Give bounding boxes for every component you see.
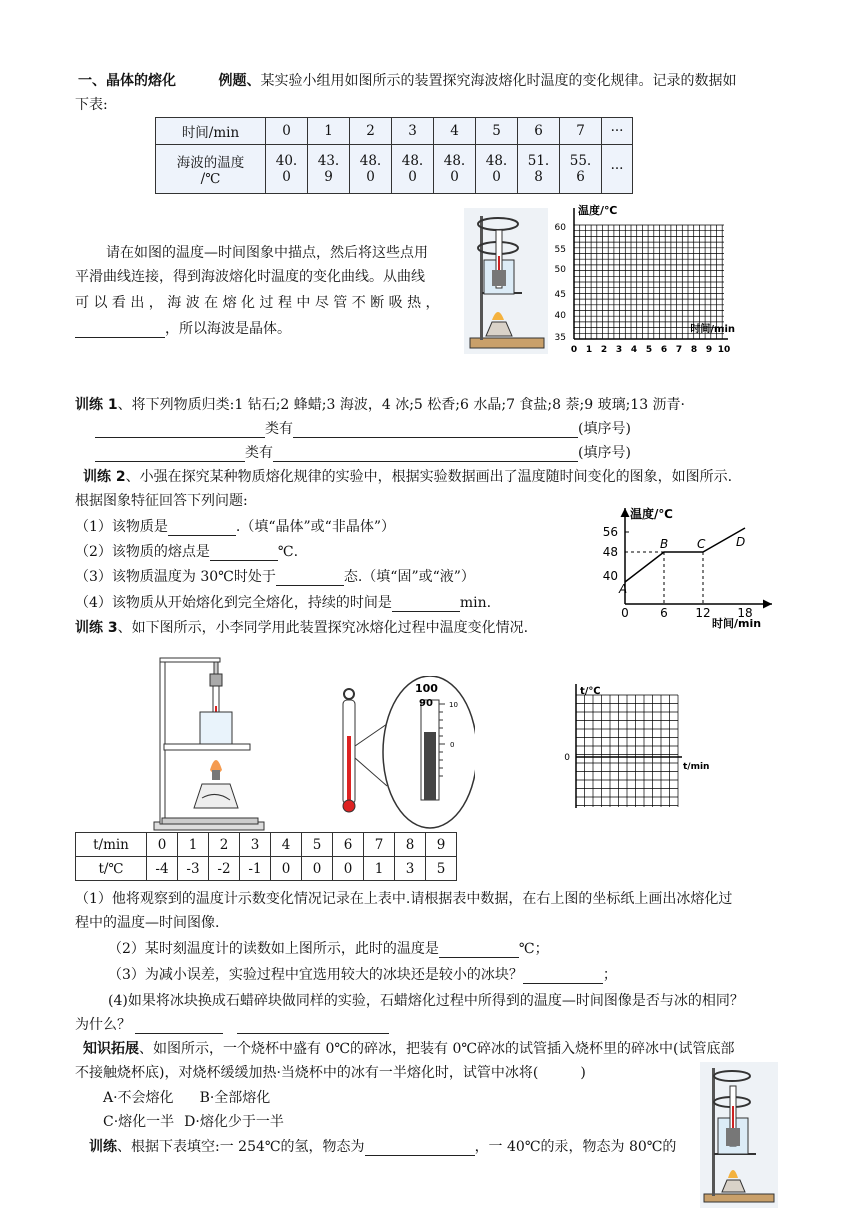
option-b[interactable]: B·全部熔化 [199, 1090, 271, 1106]
table-cell: 0 [302, 857, 333, 881]
training2-label: 训练 2 [83, 469, 126, 485]
ice-melting-apparatus [150, 652, 270, 832]
extension-line1: 知识拓展、如图所示，一个烧杯中盛有 0℃的碎冰，把装有 0℃碎冰的试管插入烧杯里的碎冰中(试管底部 [83, 1041, 735, 1057]
x-tick-label: 6 [660, 606, 668, 620]
table-cell: 40. 0 [266, 145, 308, 194]
y-tick-label: 60 [554, 223, 566, 233]
x-tick-label: 3 [615, 345, 623, 355]
point-label: A [619, 582, 628, 596]
hypo-temperature-grid [548, 200, 738, 360]
y-tick-label: 45 [554, 290, 566, 300]
table-cell: 51. 8 [518, 145, 560, 194]
para-line4: ，所以海波是晶体。 [75, 318, 291, 338]
table-cell: 48. 0 [476, 145, 518, 194]
table-cell: 4 [434, 118, 476, 145]
para-line1: 请在如图的温度—时间图象中描点，然后将这些点用 [106, 245, 428, 261]
x-tick-label: 10 [717, 345, 731, 355]
table-cell: 2 [350, 118, 392, 145]
answer-blank[interactable] [237, 1033, 389, 1034]
grid-lines [574, 225, 724, 339]
option-a[interactable]: A·不会熔化 [103, 1090, 174, 1106]
extension-options-ab [103, 1087, 270, 1107]
training3-q4a: (4)如果将冰块换成石蜡碎块做同样的实验，石蜡熔化过程中所得到的温度—时间图像是否与冰的相同？ [108, 993, 744, 1009]
table-cell: 5 [476, 118, 518, 145]
ice-temperature-grid [560, 682, 710, 810]
option-d[interactable]: D·熔化少于一半 [184, 1114, 284, 1130]
y-axis-label: t/℃ [580, 686, 601, 697]
extension-options-cd [103, 1111, 284, 1131]
answer-blank[interactable] [365, 1155, 475, 1156]
extension-line2: 不接触烧杯底)，对烧杯缓缓加热·当烧杯中的冰有一半熔化时，试管中冰将( ) [75, 1065, 586, 1081]
table-header-temp: t/℃ [76, 857, 147, 881]
table-cell: 5 [302, 833, 333, 857]
answer-blank[interactable] [210, 560, 278, 561]
training4-label: 训练 [89, 1139, 117, 1155]
grid-lines [576, 695, 678, 807]
training1-line: 训练 1、将下列物质归类:1 钻石;2 蜂蜡;3 海波，4 冰;5 松香;6 水晶;7 食盐;8 萘;9 玻璃;13 沥青· [75, 397, 686, 413]
x-tick-label: 18 [737, 606, 753, 620]
answer-blank[interactable] [95, 437, 265, 438]
x-tick-label: 2 [600, 345, 608, 355]
training2-intro: 训练 2、小强在探究某种物质熔化规律的实验中，根据实验数据画出了温度随时间变化的图象，如图所示. [83, 469, 733, 485]
table-cell: 7 [560, 118, 602, 145]
answer-blank[interactable] [273, 461, 578, 462]
table-cell: -1 [240, 857, 271, 881]
para-line3: 可 以 看 出 ， 海 波 在 熔 化 过 程 中 尽 管 不 断 吸 热 ， [75, 295, 440, 311]
point-label: D [736, 535, 746, 549]
y-tick-label: 55 [554, 245, 566, 255]
answer-blank[interactable] [523, 983, 603, 984]
y-tick-label: 35 [554, 333, 566, 343]
scale-label: 0 [450, 741, 455, 749]
point-label: C [697, 537, 706, 551]
training3-q2: （2）某时刻温度计的读数如上图所示，此时的温度是 ℃； [108, 941, 549, 957]
table-cell: 3 [392, 118, 434, 145]
extension-label: 知识拓展 [83, 1041, 139, 1057]
training3-label: 训练 3 [75, 620, 118, 636]
answer-blank[interactable] [293, 437, 578, 438]
example-label: 例题、 [218, 73, 261, 89]
heating-apparatus-figure [464, 208, 548, 354]
example-text-line1: 某实验小组用如图所示的装置探究海波熔化时温度的变化规律。记录的数据如 [260, 73, 737, 89]
table-cell: -4 [147, 857, 178, 881]
x-tick-label: 9 [705, 345, 713, 355]
training2-q3: （3）该物质温度为 30℃时处于 态.（填“固”或“液”） [75, 569, 475, 585]
x-tick-label: 0 [621, 606, 629, 620]
table-cell: 0 [147, 833, 178, 857]
example-text-line2: 下表: [75, 97, 108, 113]
beaker-apparatus-figure [700, 1062, 778, 1208]
x-tick-label: 8 [690, 345, 698, 355]
section1-heading: 一、晶体的熔化 [78, 73, 176, 89]
x-tick-label: 5 [645, 345, 653, 355]
table-ellipsis: ··· [602, 118, 633, 145]
scale-label: 90 [419, 698, 433, 709]
training3-intro: 训练 3、如下图所示，小李同学用此装置探究冰熔化过程中温度变化情况. [75, 620, 529, 636]
y-tick-label: 56 [602, 525, 618, 539]
table-cell: 48. 0 [434, 145, 476, 194]
x-tick-label: 12 [695, 606, 711, 620]
x-axis-label: t/min [683, 762, 710, 772]
y-tick-label: 40 [602, 569, 618, 583]
answer-blank[interactable] [75, 337, 165, 338]
table-cell: 43. 9 [308, 145, 350, 194]
table-cell: 1 [308, 118, 350, 145]
table-header-time: t/min [76, 833, 147, 857]
x-tick-label: 1 [585, 345, 593, 355]
answer-blank[interactable] [95, 461, 245, 462]
table-cell: 6 [518, 118, 560, 145]
x-tick-label: 0 [570, 345, 578, 355]
x-axis-label: 时间/min [712, 617, 762, 630]
answer-blank[interactable] [168, 535, 236, 536]
table-cell: 0 [266, 118, 308, 145]
table-cell: -2 [209, 857, 240, 881]
x-axis-label: 时间/min [690, 324, 735, 335]
table-cell: 1 [178, 833, 209, 857]
x-tick-label: 6 [660, 345, 668, 355]
x-tick-label: 4 [630, 345, 638, 355]
table-header-time: 时间/min [156, 118, 266, 145]
table-cell: 6 [333, 833, 364, 857]
training1-row2: 类有 (填序号) [95, 442, 631, 462]
x-tick-label: 7 [675, 345, 683, 355]
answer-blank[interactable] [392, 611, 460, 612]
curve [625, 528, 745, 582]
y-axis-label: 温度/℃ [578, 204, 618, 217]
answer-blank[interactable] [276, 585, 344, 586]
training3-q4b: 为什么？ [75, 1014, 389, 1034]
answer-blank[interactable] [135, 1033, 223, 1034]
table-cell: 8 [395, 833, 426, 857]
training1-row1: 类有 (填序号) [95, 418, 631, 438]
table-ellipsis: ··· [602, 145, 633, 194]
training2-q4: （4）该物质从开始熔化到完全熔化，持续的时间是 min. [75, 595, 492, 611]
table-cell: 48. 0 [350, 145, 392, 194]
table-cell: 4 [271, 833, 302, 857]
melting-graph [600, 500, 780, 632]
table-cell: 55. 6 [560, 145, 602, 194]
y-tick-label: 50 [554, 265, 566, 275]
table-cell: 1 [364, 857, 395, 881]
scale-label: 10 [449, 701, 458, 709]
thermometer-figure [335, 676, 475, 836]
table-cell: 5 [426, 857, 457, 881]
table-cell: 3 [240, 833, 271, 857]
origin-label: 0 [564, 753, 570, 763]
y-axis-label: 温度/℃ [630, 507, 673, 521]
answer-blank[interactable] [439, 957, 519, 958]
option-c[interactable]: C·熔化一半 [103, 1114, 175, 1130]
y-tick-label: 40 [554, 311, 566, 321]
training4-line: 训练、根据下表填空:一 254℃的氢，物态为 ，一 40℃的汞，物态为 80℃的 [89, 1139, 677, 1155]
para-line2: 平滑曲线连接，得到海波熔化时温度的变化曲线。从曲线 [75, 269, 425, 285]
training3-q1a: （1）他将观察到的温度计示数变化情况记录在上表中.请根据表中数据，在右上图的坐标纸上画出冰熔化过 [75, 891, 733, 907]
training3-q3: （3）为减小误差，实验过程中宜选用较大的冰块还是较小的冰块？ ； [108, 967, 617, 983]
ice-data-table [75, 832, 457, 881]
table-cell: 0 [333, 857, 364, 881]
table-header-temp: 海波的温度 /℃ [156, 145, 266, 194]
training2-q1: （1）该物质是 .（填“晶体”或“非晶体”） [75, 519, 396, 535]
table-cell: 9 [426, 833, 457, 857]
table-cell: 0 [271, 857, 302, 881]
table-cell: 7 [364, 833, 395, 857]
training1-label: 训练 1 [75, 397, 118, 413]
training3-q1b: 程中的温度—时间图像. [75, 915, 220, 931]
training2-intro2: 根据图象特征回答下列问题: [75, 493, 248, 509]
hypo-data-table [155, 117, 633, 194]
section1-intro [78, 70, 736, 90]
table-cell: 2 [209, 833, 240, 857]
point-label: B [660, 537, 669, 551]
training2-q2: （2）该物质的熔点是 ℃. [75, 544, 299, 560]
y-tick-label: 48 [602, 545, 618, 559]
scale-label: 100 [415, 682, 438, 695]
table-cell: 3 [395, 857, 426, 881]
table-cell: 48. 0 [392, 145, 434, 194]
table-cell: -3 [178, 857, 209, 881]
